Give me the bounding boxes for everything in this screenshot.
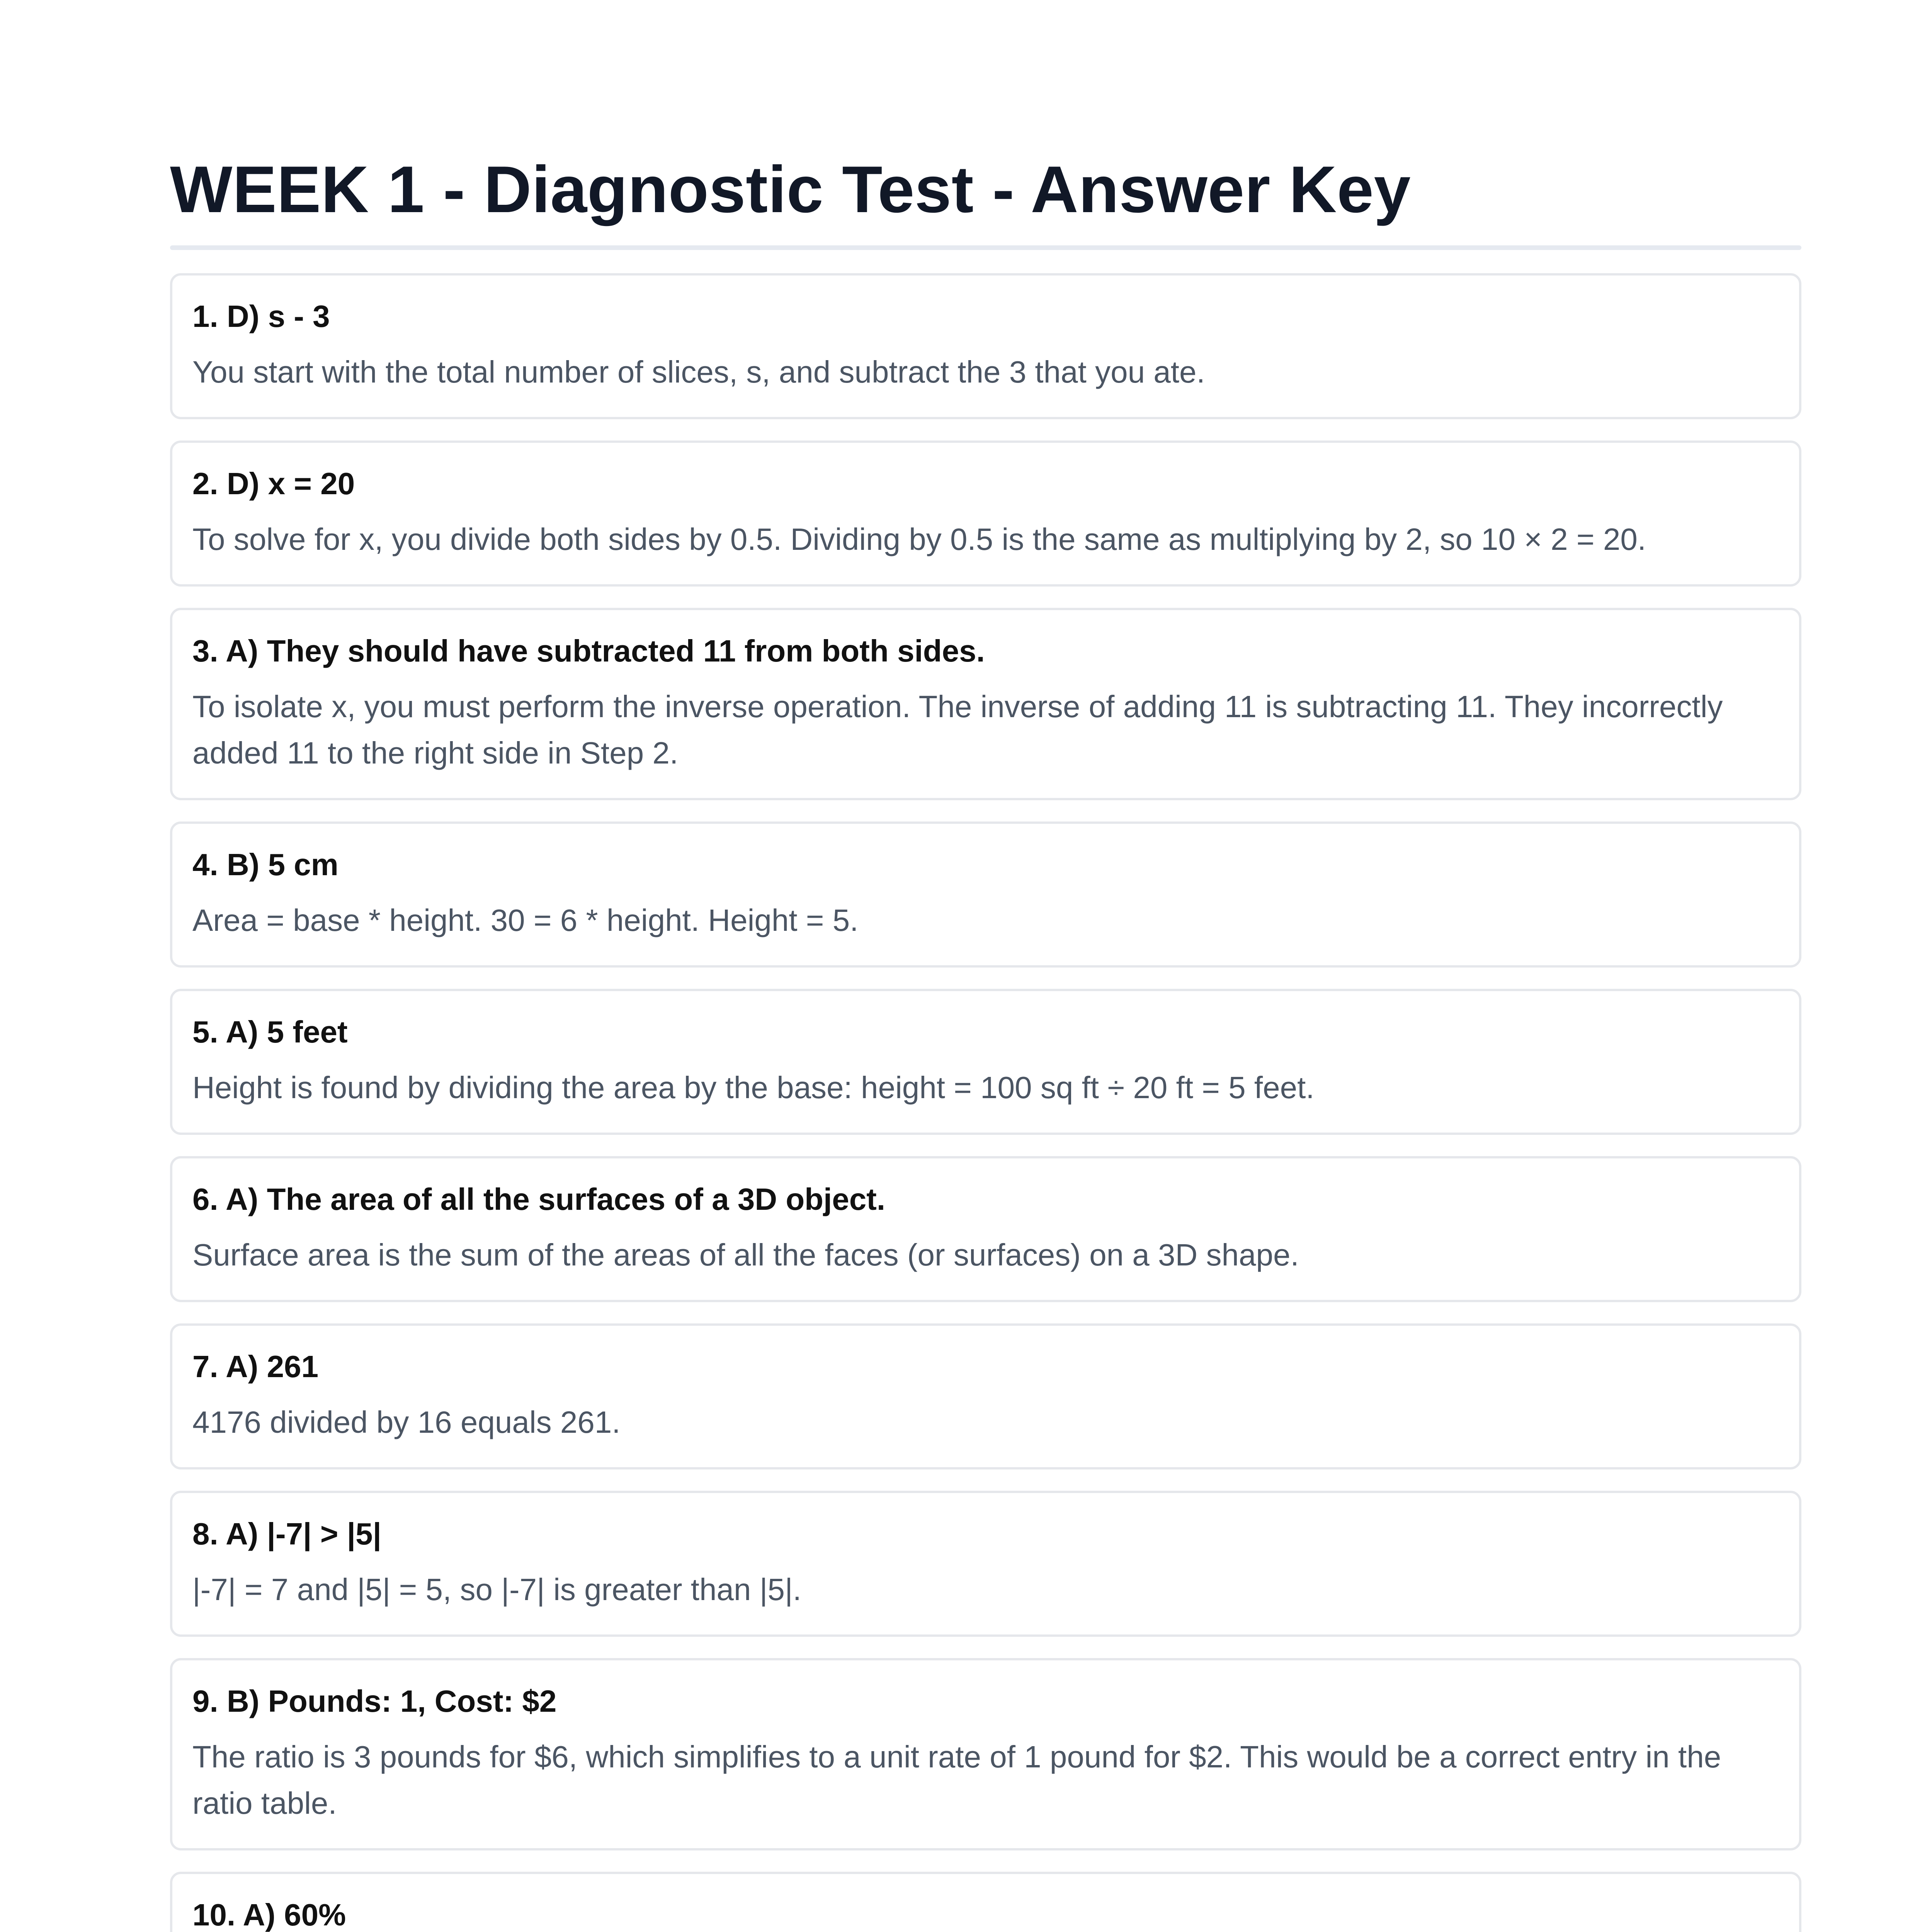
- answer-explanation: |-7| = 7 and |5| = 5, so |-7| is greater than |5|.: [192, 1572, 802, 1607]
- answer-explanation: Height is found by dividing the area by the base: height = 100 sq ft ÷ 20 ft = 5 feet.: [192, 1070, 1315, 1105]
- answer-label: 5. A) 5 feet: [192, 1014, 348, 1049]
- answer-label: 7. A) 261: [192, 1349, 319, 1384]
- answer-explanation: 4176 divided by 16 equals 261.: [192, 1405, 621, 1439]
- answer-label: 10. A) 60%: [192, 1897, 346, 1932]
- answer-explanation: To solve for x, you divide both sides by 0.5. Dividing by 0.5 is the same as multiplying by 2, so 10 × 2 = 20.: [192, 522, 1646, 556]
- answer-label: 2. D) x = 20: [192, 466, 355, 501]
- answer-card-1: [170, 273, 1801, 419]
- answer-explanation: The ratio is 3 pounds for $6, which simplifies to a unit rate of 1 pound for $2. This would be a correct entry in the ratio table.: [192, 1739, 1721, 1820]
- answer-key-page: [170, 0, 1801, 1932]
- answer-explanation: You start with the total number of slices, s, and subtract the 3 that you ate.: [192, 354, 1205, 389]
- answer-label: 3. A) They should have subtracted 11 from both sides.: [192, 633, 985, 668]
- answer-label: 9. B) Pounds: 1, Cost: $2: [192, 1684, 557, 1718]
- answer-list: [170, 273, 1801, 1932]
- answer-card-2: [170, 440, 1801, 587]
- answer-label: 4. B) 5 cm: [192, 847, 338, 882]
- answer-card-6: [170, 1156, 1801, 1302]
- answer-card-7: [170, 1323, 1801, 1469]
- answer-label: 8. A) |-7| > |5|: [192, 1516, 381, 1551]
- answer-explanation: Area = base * height. 30 = 6 * height. Height = 5.: [192, 903, 859, 937]
- answer-card-9: [170, 1658, 1801, 1850]
- answer-card-8: [170, 1491, 1801, 1637]
- answer-card-5: [170, 989, 1801, 1135]
- answer-card-10: [170, 1872, 1801, 1932]
- answer-label: 1. D) s - 3: [192, 299, 330, 333]
- answer-card-3: [170, 608, 1801, 800]
- answer-explanation: Surface area is the sum of the areas of all the faces (or surfaces) on a 3D shape.: [192, 1237, 1299, 1272]
- answer-card-4: [170, 821, 1801, 968]
- answer-label: 6. A) The area of all the surfaces of a 3D object.: [192, 1182, 886, 1216]
- answer-explanation: To isolate x, you must perform the inverse operation. The inverse of adding 11 is subtracting 11. They incorrectly added 11 to the right side in Step 2.: [192, 689, 1723, 770]
- title-divider: [170, 245, 1801, 250]
- page-title: WEEK 1 - Diagnostic Test - Answer Key: [170, 153, 1411, 226]
